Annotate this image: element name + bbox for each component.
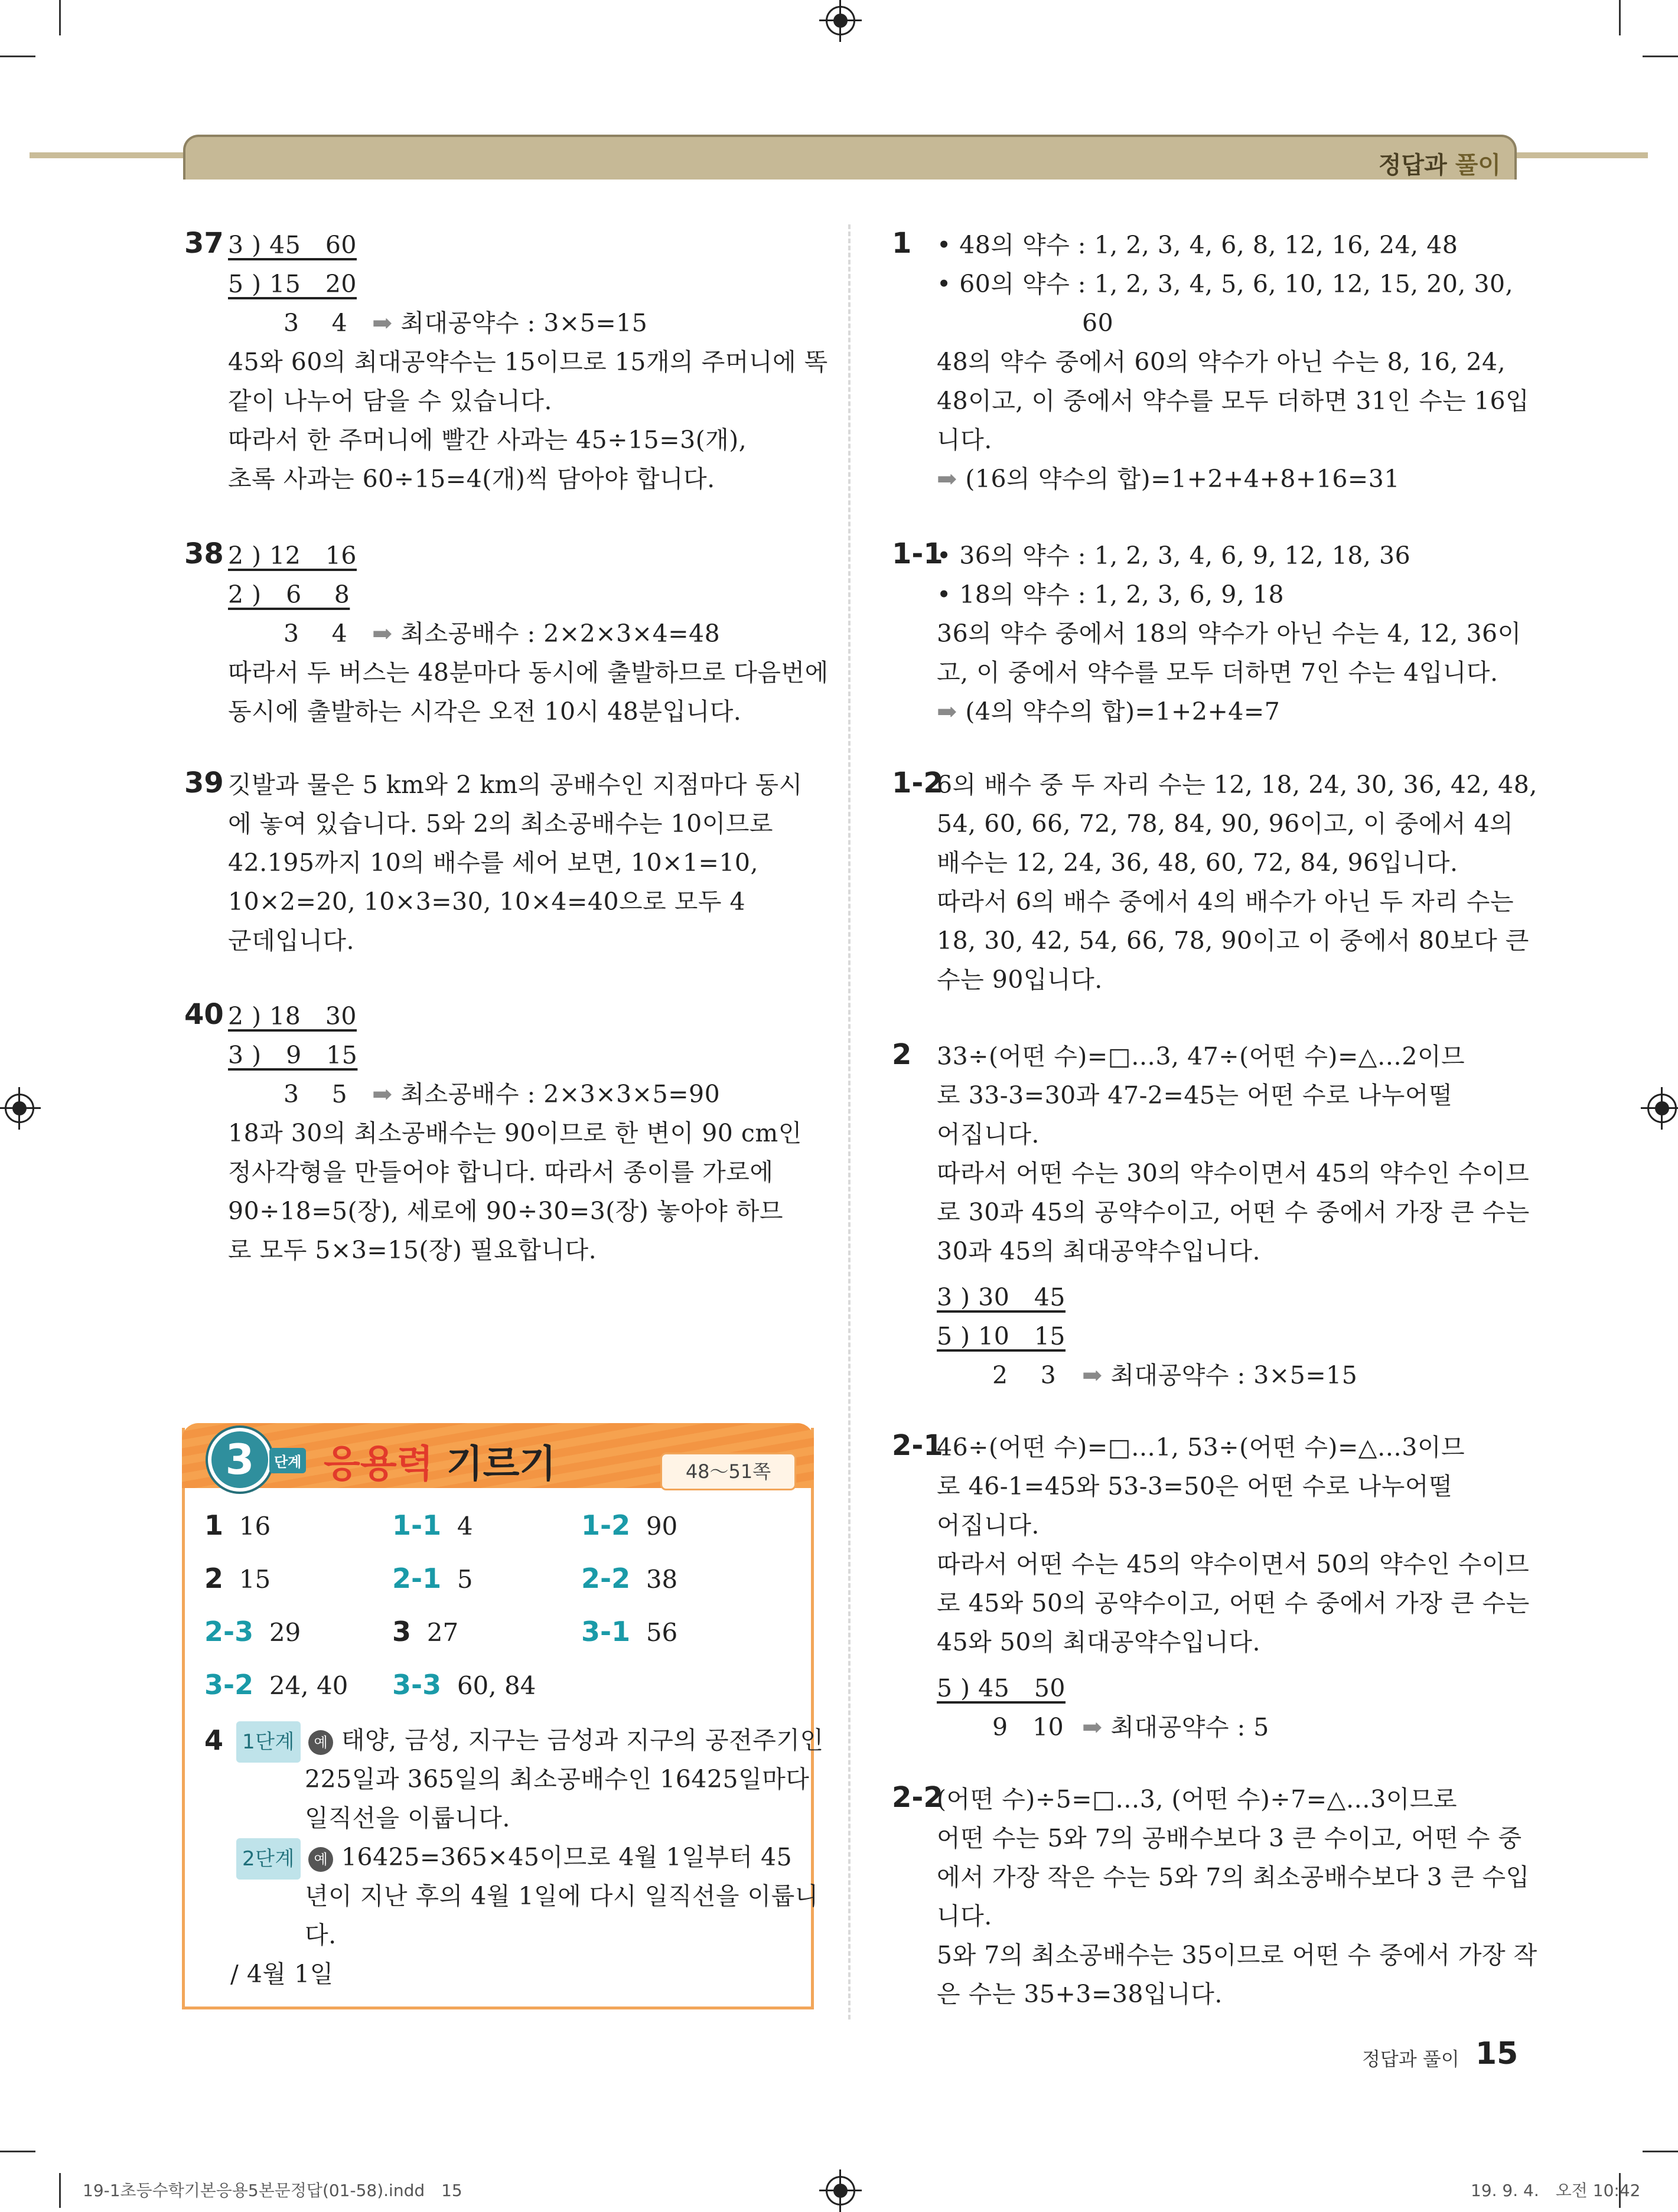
result-line: [1082, 1708, 1269, 1747]
answer-key: 3-2: [204, 1669, 254, 1701]
result-line: [937, 459, 1400, 498]
text-line: 로 46-1=45와 53-3=50은 어떤 수로 나누어떨: [937, 1472, 1453, 1500]
text-line: 54, 60, 66, 72, 78, 84, 90, 96이고, 이 중에서 4의: [937, 810, 1514, 838]
registration-mark-icon: [826, 2176, 855, 2206]
text-line: 따라서 두 버스는 48분마다 동시에 출발하므로 다음번에: [228, 658, 829, 687]
division-line: 3 5: [284, 1080, 348, 1108]
answer-key: 2-2: [581, 1562, 631, 1594]
text-line: • 18의 약수 : 1, 2, 3, 6, 9, 18: [937, 580, 1285, 609]
answer-key: 1-2: [581, 1509, 631, 1541]
answer-item: [204, 1616, 301, 1647]
problem-number: 1: [892, 227, 912, 260]
text-line: 10×2=20, 10×3=30, 10×4=40으로 모두 4: [228, 888, 746, 916]
result-text: 최대공약수 : 5: [1110, 1713, 1269, 1741]
text-line: 어집니다.: [937, 1511, 1040, 1539]
division-line: 2 ) 18 30: [228, 1002, 357, 1030]
problem-number: 37: [184, 227, 224, 260]
text-line: 225일과 365일의 최소공배수인 16425일마다: [305, 1765, 810, 1793]
division-line: 3 4: [284, 619, 348, 648]
page-label: 정답과 풀이: [1362, 2048, 1459, 2070]
text-line: 고, 이 중에서 약수를 모두 더하면 7인 수는 4입니다.: [937, 658, 1498, 687]
page-number: 15: [1475, 2036, 1519, 2071]
answer-item: [392, 1509, 473, 1541]
result-text: 최소공배수 : 2×3×3×5=90: [400, 1080, 721, 1108]
answer-box-title: [324, 1434, 556, 1488]
text-line: 48의 약수 중에서 60의 약수가 아닌 수는 8, 16, 24,: [937, 348, 1506, 376]
text-line: 배수는 12, 24, 36, 48, 60, 72, 84, 96입니다.: [937, 849, 1458, 877]
text-line: • 60의 약수 : 1, 2, 3, 4, 5, 6, 10, 12, 15, 20, 30,: [937, 270, 1514, 298]
problem-number: 4: [204, 1724, 224, 1756]
text-line: 년이 지난 후의 4월 1일에 다시 일직선을 이룹니: [305, 1882, 819, 1910]
text-line: 초록 사과는 60÷15=4(개)씩 담아야 합니다.: [228, 465, 715, 493]
stage-line: [236, 1721, 824, 1763]
text-line: 니다.: [937, 426, 992, 454]
answer-value: 27: [426, 1618, 459, 1647]
arrow-right-icon: ➡: [372, 309, 401, 337]
answer-item: [581, 1509, 677, 1541]
registration-mark-icon: [1647, 1094, 1677, 1123]
header-title: [1379, 146, 1501, 180]
arrow-right-icon: ➡: [1082, 1713, 1111, 1741]
text-line: 로 33-3=30과 47-2=45는 어떤 수로 나누어떨: [937, 1081, 1453, 1110]
crop-mark: [59, 0, 61, 35]
result-line: [372, 304, 647, 342]
text-line: 45와 60의 최대공약수는 15이므로 15개의 주머니에 똑: [228, 348, 828, 376]
text-line: 18, 30, 42, 54, 66, 78, 90이고 이 중에서 80보다 큰: [937, 926, 1529, 955]
text-line: 에서 가장 작은 수는 5와 7의 최소공배수보다 3 큰 수입: [937, 1863, 1530, 1891]
text-line: 42.195까지 10의 배수를 세어 보면, 10×1=10,: [228, 849, 759, 877]
division-line: 3 ) 30 45: [937, 1283, 1066, 1311]
header-tab: [183, 135, 1517, 180]
header-title-b: 풀이: [1446, 152, 1501, 179]
division-line: 3 4: [284, 309, 348, 337]
answer-value: 15: [239, 1565, 271, 1594]
arrow-right-icon: ➡: [372, 619, 401, 648]
division-line: 2 3: [992, 1361, 1057, 1389]
text-line: 다.: [305, 1921, 337, 1949]
text-line: 은 수는 35+3=38입니다.: [937, 1980, 1223, 2008]
division-line: 3 ) 9 15: [228, 1041, 358, 1069]
text-line: 5와 7의 최소공배수는 35이므로 어떤 수 중에서 가장 작: [937, 1941, 1537, 1969]
text-line: (어떤 수)÷5=□…3, (어떤 수)÷7=△…3이므로: [937, 1785, 1458, 1813]
crop-mark: [59, 2173, 61, 2208]
text-line: 따라서 어떤 수는 30의 약수이면서 45의 약수인 수이므: [937, 1159, 1530, 1187]
header-title-a: 정답과: [1378, 152, 1447, 179]
text-line: 60: [1082, 309, 1114, 337]
text-line: 에 놓여 있습니다. 5와 2의 최소공배수는 10이므로: [228, 810, 773, 838]
text-line: 48이고, 이 중에서 약수를 모두 더하면 31인 수는 16입: [937, 387, 1530, 415]
crop-mark: [1643, 56, 1678, 57]
result-line: [372, 614, 720, 653]
text-line: 군데입니다.: [228, 926, 355, 955]
problem-number: 40: [184, 998, 224, 1031]
answer-key: 2: [204, 1562, 224, 1594]
answer-value: 56: [646, 1618, 678, 1647]
answer-value: 5: [457, 1565, 473, 1594]
crop-mark: [0, 2151, 35, 2152]
result-text: (16의 약수의 합)=1+2+4+8+16=31: [965, 465, 1400, 493]
file-info: 19-1초등수학기본응용5본문정답(01-58).indd 15: [83, 2181, 462, 2200]
arrow-right-icon: ➡: [937, 697, 966, 726]
stage-line: [236, 1838, 792, 1880]
division-line: 5 ) 10 15: [937, 1322, 1066, 1350]
result-text: (4의 약수의 합)=1+2+4=7: [965, 697, 1281, 726]
text-line: 수는 90입니다.: [937, 965, 1103, 994]
problem-number: 1-2: [892, 766, 943, 800]
division-line: 3 ) 45 60: [228, 231, 357, 259]
result-text: 최대공약수 : 3×5=15: [1110, 1361, 1358, 1389]
text-line: 일직선을 이룹니다.: [305, 1804, 510, 1832]
result-line: [937, 692, 1280, 731]
text-line: 니다.: [937, 1902, 992, 1930]
problem-number: 39: [184, 766, 224, 800]
example-badge: 예: [308, 1730, 333, 1755]
division-line: 5 ) 45 50: [937, 1674, 1066, 1702]
text-line: 같이 나누어 담을 수 있습니다.: [228, 387, 552, 415]
problem-number: 2-2: [892, 1781, 943, 1814]
answer-item: [581, 1562, 677, 1594]
registration-mark-icon: [5, 1094, 34, 1123]
stage-badge: 1단계: [236, 1721, 301, 1763]
text-line: 46÷(어떤 수)=□…1, 53÷(어떤 수)=△…3이므: [937, 1433, 1465, 1461]
answer-item: [392, 1616, 458, 1647]
division-line: 5 ) 15 20: [228, 270, 357, 298]
text-line: 태양, 금성, 지구는 금성과 지구의 공전주기인: [341, 1726, 824, 1754]
problem-number: 38: [184, 537, 224, 570]
answer-box: [182, 1428, 814, 2009]
text-line: 45와 50의 최대공약수입니다.: [937, 1628, 1260, 1656]
final-answer: / 4월 1일: [230, 1960, 334, 1988]
step-badge: 단계: [269, 1448, 306, 1473]
text-line: 깃발과 물은 5 km와 2 km의 공배수인 지점마다 동시: [228, 771, 803, 799]
result-line: [1082, 1356, 1357, 1395]
arrow-right-icon: ➡: [1082, 1361, 1111, 1389]
text-line: 정사각형을 만들어야 합니다. 따라서 종이를 가로에: [228, 1158, 774, 1186]
result-text: 최대공약수 : 3×5=15: [400, 309, 648, 337]
text-line: 6의 배수 중 두 자리 수는 12, 18, 24, 30, 36, 42, 48,: [937, 771, 1537, 799]
answer-item: [581, 1616, 677, 1647]
title-rest: 기르기: [433, 1443, 556, 1486]
step-number: 3: [208, 1428, 272, 1492]
answer-value: 24, 40: [269, 1671, 348, 1700]
crop-mark: [0, 56, 35, 57]
column-divider: [848, 224, 851, 2019]
registration-mark-icon: [826, 6, 855, 35]
text-line: 동시에 출발하는 시각은 오전 10시 48분입니다.: [228, 697, 742, 726]
text-line: 90÷18=5(장), 세로에 90÷30=3(장) 놓아야 하므: [228, 1197, 783, 1225]
answer-item: [204, 1509, 271, 1541]
answer-value: 29: [269, 1618, 301, 1647]
problem-number: 2-1: [892, 1429, 943, 1462]
text-line: 로 모두 5×3=15(장) 필요합니다.: [228, 1236, 597, 1264]
answer-value: 60, 84: [457, 1671, 536, 1700]
arrow-right-icon: ➡: [937, 465, 966, 493]
title-highlight: 응용력: [324, 1443, 434, 1486]
text-line: 로 45와 50의 공약수이고, 어떤 수 중에서 가장 큰 수는: [937, 1589, 1530, 1617]
text-line: 16425=365×45이므로 4월 1일부터 45: [341, 1843, 793, 1871]
answer-item: [392, 1669, 536, 1701]
example-badge: 예: [308, 1847, 333, 1872]
arrow-right-icon: ➡: [372, 1080, 401, 1108]
answer-item: [204, 1562, 271, 1594]
text-line: 어떤 수는 5와 7의 공배수보다 3 큰 수이고, 어떤 수 중: [937, 1824, 1522, 1852]
answer-key: 3: [392, 1616, 412, 1647]
answer-item: [204, 1669, 348, 1701]
text-line: 따라서 어떤 수는 45의 약수이면서 50의 약수인 수이므: [937, 1550, 1530, 1578]
answer-value: 16: [239, 1512, 271, 1541]
answer-key: 1: [204, 1509, 224, 1541]
division-line: 2 ) 12 16: [228, 541, 357, 570]
problem-number: 1-1: [892, 537, 943, 570]
result-text: 최소공배수 : 2×2×3×4=48: [400, 619, 721, 648]
result-line: [372, 1075, 720, 1114]
timestamp: 19. 9. 4. 오전 10:42: [1471, 2181, 1641, 2200]
division-line: 2 ) 6 8: [228, 580, 350, 609]
answer-value: 90: [646, 1512, 678, 1541]
text-line: 따라서 6의 배수 중에서 4의 배수가 아닌 두 자리 수는: [937, 888, 1514, 916]
text-line: 로 30과 45의 공약수이고, 어떤 수 중에서 가장 큰 수는: [937, 1198, 1530, 1226]
answer-key: 2-1: [392, 1562, 442, 1594]
answer-value: 4: [457, 1512, 473, 1541]
text-line: • 36의 약수 : 1, 2, 3, 4, 6, 9, 12, 18, 36: [937, 541, 1411, 570]
answer-key: 2-3: [204, 1616, 254, 1647]
text-line: 어집니다.: [937, 1120, 1040, 1149]
pages-badge: 48～51쪽: [660, 1453, 796, 1490]
answer-key: 3-3: [392, 1669, 442, 1701]
answer-key: 3-1: [581, 1616, 631, 1647]
crop-mark: [1619, 0, 1621, 35]
text-line: 18과 30의 최소공배수는 90이므로 한 변이 90 cm인: [228, 1119, 802, 1147]
answer-item: [392, 1562, 473, 1594]
text-line: 따라서 한 주머니에 빨간 사과는 45÷15=3(개),: [228, 426, 747, 454]
text-line: 36의 약수 중에서 18의 약수가 아닌 수는 4, 12, 36이: [937, 619, 1521, 648]
stage-badge: 2단계: [236, 1838, 301, 1880]
division-line: 9 10: [992, 1713, 1064, 1741]
answer-value: 38: [646, 1565, 678, 1594]
problem-number: 2: [892, 1038, 912, 1071]
text-line: • 48의 약수 : 1, 2, 3, 4, 6, 8, 12, 16, 24, 48: [937, 231, 1458, 259]
text-line: 33÷(어떤 수)=□…3, 47÷(어떤 수)=△…2이므: [937, 1042, 1465, 1071]
text-line: 30과 45의 최대공약수입니다.: [937, 1237, 1260, 1265]
answer-key: 1-1: [392, 1509, 442, 1541]
crop-mark: [1643, 2151, 1678, 2152]
